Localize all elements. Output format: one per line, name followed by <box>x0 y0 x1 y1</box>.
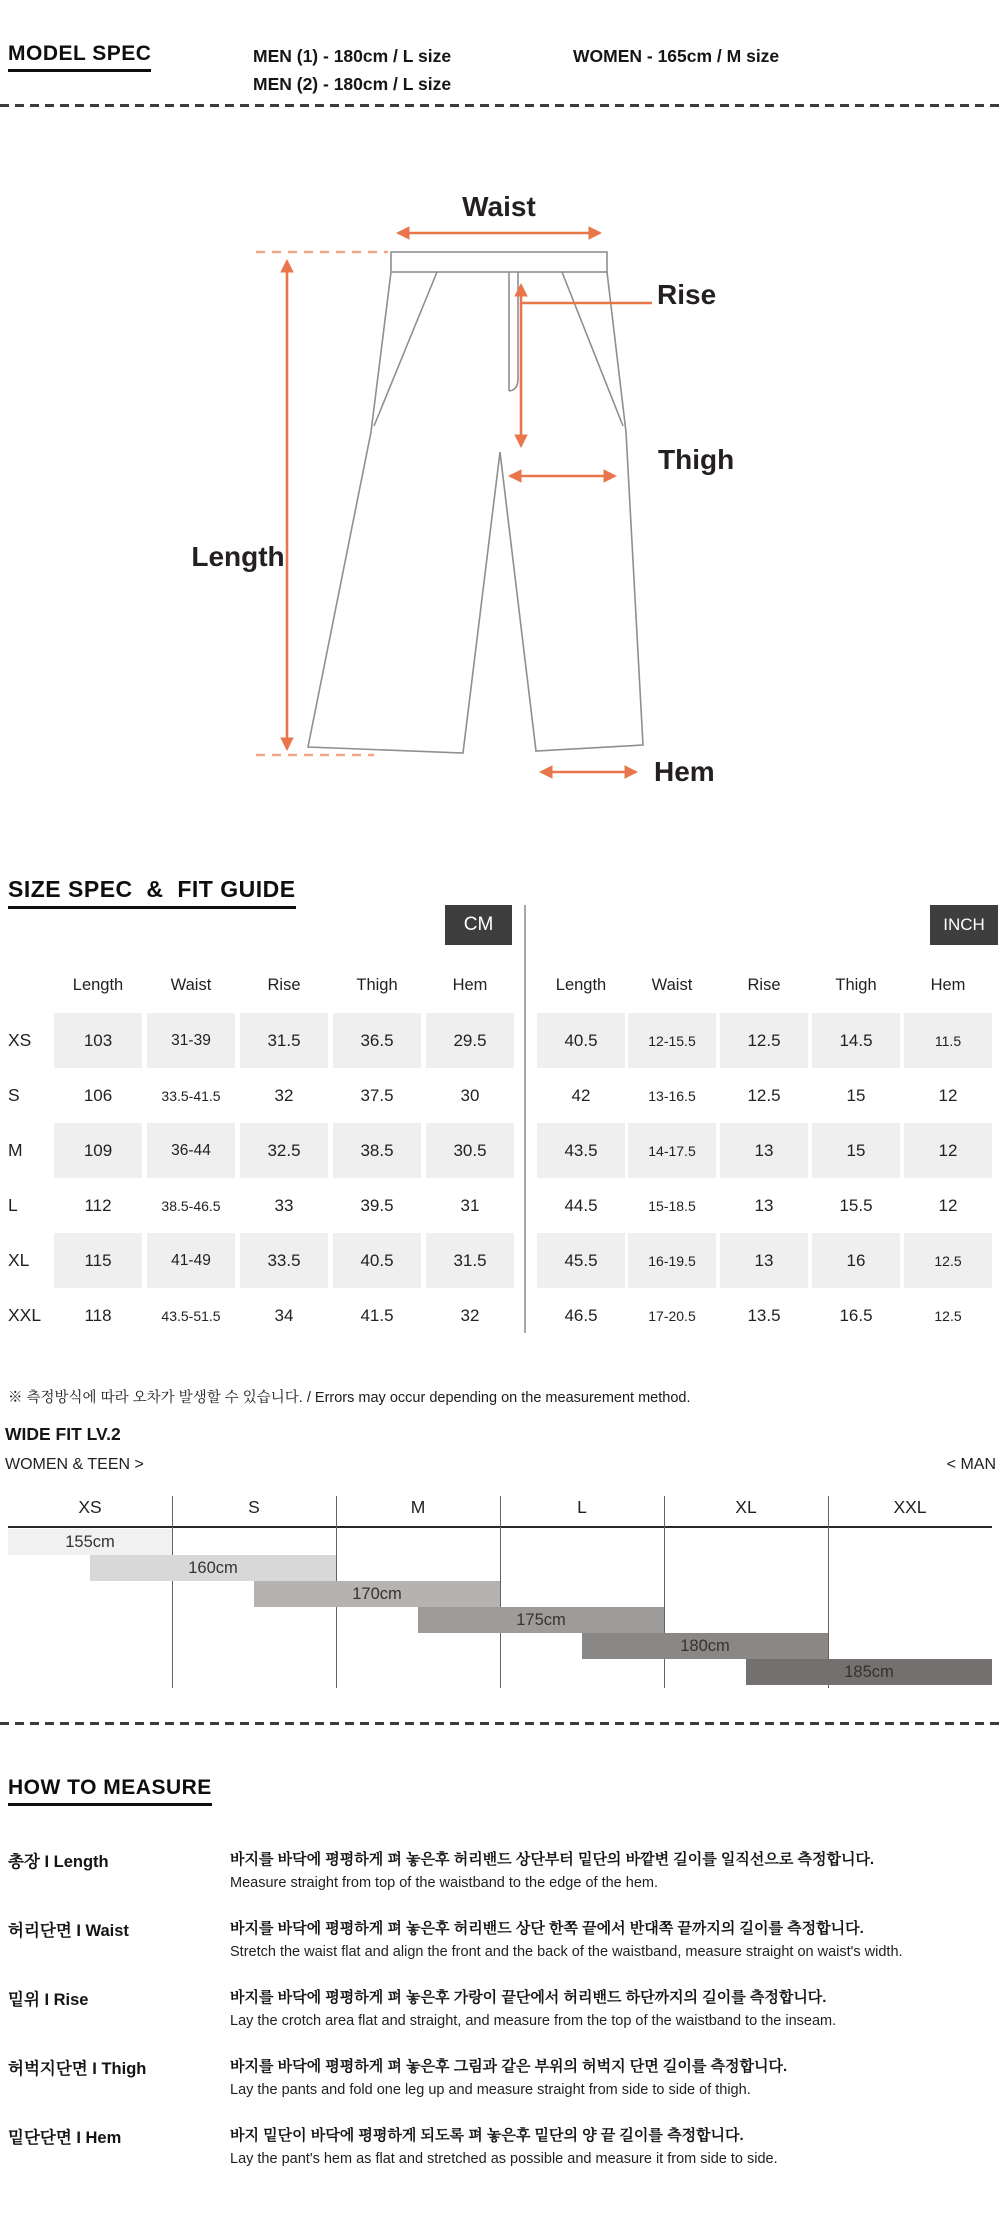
column-header-rise: Rise <box>747 975 781 994</box>
length-label: Length <box>191 541 285 572</box>
fit-size-m: M <box>410 1496 426 1517</box>
measure-label: 허리단면 I Waist <box>8 1922 129 1940</box>
size-cell: 12.5 <box>934 1307 962 1324</box>
size-row-label: XS <box>8 1030 32 1050</box>
size-cell: 38.5-46.5 <box>161 1197 221 1214</box>
size-cell: 36-44 <box>147 1123 235 1178</box>
dashed-separator-bottom <box>0 1722 1000 1725</box>
size-cell: 13 <box>754 1195 774 1215</box>
fit-size-xs: XS <box>78 1496 102 1517</box>
column-header-length: Length <box>72 975 124 994</box>
size-cell: 12-15.5 <box>628 1013 716 1068</box>
dashed-separator-top <box>0 104 1000 107</box>
measure-label: 허벅지단면 I Thigh <box>8 2060 147 2078</box>
size-row-label: XL <box>8 1250 30 1270</box>
size-cell: 31.5 <box>426 1233 514 1288</box>
measure-desc-en: Lay the crotch area flat and straight, and measure from the top of the waistband to the inseam. <box>230 2013 837 2029</box>
size-cell: 12 <box>938 1195 958 1215</box>
size-cell: 12 <box>904 1123 992 1178</box>
measure-label: 밑위 I Rise <box>8 1991 89 2009</box>
size-cell: 15.5 <box>839 1195 873 1215</box>
measure-desc-en: Lay the pant's hem as flat and stretched as possible and measure it from side to side. <box>230 2151 778 2167</box>
size-row-label: S <box>8 1085 20 1105</box>
column-header-thigh: Thigh <box>356 975 398 994</box>
size-cell: 44.5 <box>564 1195 598 1215</box>
size-cell: 36.5 <box>333 1013 421 1068</box>
pants-measure-diagram <box>0 130 1000 800</box>
size-cell: 16 <box>812 1233 900 1288</box>
size-cell: 31-39 <box>147 1013 235 1068</box>
thigh-label: Thigh <box>658 444 735 475</box>
size-cell: 32.5 <box>240 1123 328 1178</box>
size-table-cm <box>0 965 524 1360</box>
fit-guide-title: WIDE FIT LV.2 <box>5 1424 121 1444</box>
size-cell: 32 <box>460 1305 480 1325</box>
fit-size-l: L <box>577 1496 587 1517</box>
fit-bar-185cm: 185cm <box>746 1659 992 1685</box>
measure-desc-kr: 바지를 바닥에 평평하게 펴 놓은후 가랑이 끝단에서 허리밴드 하단까지의 길이를 측정합니다. <box>230 1989 827 2006</box>
column-header-waist: Waist <box>170 975 212 994</box>
size-cell: 103 <box>54 1013 142 1068</box>
measure-desc-en: Measure straight from top of the waistband to the edge of the hem. <box>230 1875 658 1891</box>
fly-line <box>509 272 518 391</box>
fit-bar-155cm: 155cm <box>8 1529 172 1555</box>
size-cell: 12.5 <box>747 1085 781 1105</box>
column-header-hem: Hem <box>930 975 966 994</box>
size-cell: 15-18.5 <box>648 1197 696 1214</box>
measure-label: 밑단단면 I Hem <box>8 2129 122 2147</box>
size-cell: 42 <box>571 1085 591 1105</box>
column-header-rise: Rise <box>267 975 301 994</box>
size-cell: 43.5-51.5 <box>161 1307 221 1324</box>
measure-desc-en: Lay the pants and fold one leg up and measure straight from side to side of thigh. <box>230 2082 751 2098</box>
size-cell: 41-49 <box>147 1233 235 1288</box>
size-cell: 39.5 <box>360 1195 394 1215</box>
fit-guide-right-label: < MAN <box>946 1456 996 1473</box>
size-cell: 13.5 <box>747 1305 781 1325</box>
size-cell: 14.5 <box>812 1013 900 1068</box>
size-cell: 11.5 <box>904 1013 992 1068</box>
size-row-label: L <box>8 1195 18 1215</box>
measure-label: 총장 I Length <box>8 1853 109 1871</box>
pants-outline <box>308 252 643 753</box>
size-cell: 13-16.5 <box>648 1087 696 1104</box>
size-cell: 16.5 <box>839 1305 873 1325</box>
measure-desc-en: Stretch the waist flat and align the front and the back of the waistband, measure straight on waist's width. <box>230 1944 903 1960</box>
pocket-line-left <box>374 272 437 426</box>
size-cell: 30 <box>460 1085 480 1105</box>
fit-guide-left-label: WOMEN & TEEN > <box>5 1456 144 1473</box>
column-header-waist: Waist <box>651 975 693 994</box>
measurement-footnote: ※ 측정방식에 따라 오차가 발생할 수 있습니다. / Errors may occur depending on the measurement method. <box>8 1390 691 1406</box>
how-to-measure-list <box>0 1848 1000 2188</box>
fit-chart-divider <box>500 1496 501 1688</box>
size-cell: 33.5 <box>240 1233 328 1288</box>
size-cell: 15 <box>846 1085 866 1105</box>
column-header-length: Length <box>555 975 607 994</box>
size-cell: 12.5 <box>904 1233 992 1288</box>
measure-arrows <box>287 233 652 772</box>
fit-size-s: S <box>248 1496 260 1517</box>
fit-size-xl: XL <box>735 1496 757 1517</box>
fit-bar-160cm: 160cm <box>90 1555 336 1581</box>
fit-bar-180cm: 180cm <box>582 1633 828 1659</box>
fit-bar-170cm: 170cm <box>254 1581 500 1607</box>
size-cell: 33 <box>274 1195 294 1215</box>
size-spec-title: SIZE SPEC & FIT GUIDE <box>8 876 296 909</box>
measure-desc-kr: 바지를 바닥에 평평하게 펴 놓은후 허리밴드 상단부터 밑단의 바깥변 길이를 일직선으로 측정합니다. <box>230 1851 875 1868</box>
column-header-thigh: Thigh <box>835 975 877 994</box>
fit-guide-chart <box>8 1493 992 1693</box>
hem-label: Hem <box>654 756 715 787</box>
size-cell: 109 <box>54 1123 142 1178</box>
size-cell: 40.5 <box>537 1013 625 1068</box>
size-cell: 106 <box>83 1085 113 1105</box>
unit-badge-inch: INCH <box>930 905 998 945</box>
size-cell: 32 <box>274 1085 294 1105</box>
size-cell: 37.5 <box>360 1085 394 1105</box>
measure-desc-kr: 바지 밑단이 바닥에 평평하게 되도록 펴 놓은후 밑단의 양 끝 길이를 측정합니다. <box>230 2127 744 2144</box>
fit-bar-175cm: 175cm <box>418 1607 664 1633</box>
size-row-label: M <box>8 1140 23 1160</box>
model-spec-men2: MEN (2) - 180cm / L size <box>253 74 452 94</box>
column-header-hem: Hem <box>452 975 488 994</box>
size-cell: 45.5 <box>537 1233 625 1288</box>
size-cell: 13 <box>720 1233 808 1288</box>
table-divider <box>524 905 526 1333</box>
size-cell: 118 <box>84 1305 112 1325</box>
size-cell: 29.5 <box>426 1013 514 1068</box>
size-cell: 14-17.5 <box>628 1123 716 1178</box>
measure-desc-kr: 바지를 바닥에 평평하게 펴 놓은후 허리밴드 상단 한쪽 끝에서 반대쪽 끝까지의 길이를 측정합니다. <box>230 1920 864 1937</box>
fit-chart-divider <box>664 1496 665 1688</box>
model-spec-title: MODEL SPEC <box>8 42 151 72</box>
waist-label: Waist <box>462 191 536 222</box>
size-cell: 43.5 <box>537 1123 625 1178</box>
pocket-line-right <box>562 272 623 426</box>
how-to-measure-title: HOW TO MEASURE <box>8 1776 212 1806</box>
size-cell: 12.5 <box>720 1013 808 1068</box>
size-cell: 12 <box>938 1085 958 1105</box>
size-cell: 40.5 <box>333 1233 421 1288</box>
size-cell: 17-20.5 <box>648 1307 696 1324</box>
size-cell: 34 <box>274 1305 294 1325</box>
size-cell: 41.5 <box>360 1305 394 1325</box>
fit-size-xxl: XXL <box>893 1496 927 1517</box>
rise-label: Rise <box>657 279 717 310</box>
size-cell: 112 <box>84 1195 112 1215</box>
model-spec-women: WOMEN - 165cm / M size <box>573 46 780 66</box>
size-cell: 46.5 <box>564 1305 598 1325</box>
model-spec-men1: MEN (1) - 180cm / L size <box>253 46 452 66</box>
unit-badge-cm: CM <box>445 905 512 945</box>
size-row-label: XXL <box>8 1305 42 1325</box>
size-cell: 30.5 <box>426 1123 514 1178</box>
size-cell: 115 <box>54 1233 142 1288</box>
size-cell: 15 <box>812 1123 900 1178</box>
size-cell: 13 <box>720 1123 808 1178</box>
measure-desc-kr: 바지를 바닥에 평평하게 펴 놓은후 그림과 같은 부위의 허벅지 단면 길이를 측정합니다. <box>230 2058 788 2075</box>
size-table-inch <box>537 965 997 1360</box>
size-cell: 38.5 <box>333 1123 421 1178</box>
size-cell: 31.5 <box>240 1013 328 1068</box>
size-cell: 33.5-41.5 <box>161 1087 221 1104</box>
fit-chart-divider <box>172 1496 173 1688</box>
size-cell: 31 <box>460 1195 480 1215</box>
size-cell: 16-19.5 <box>628 1233 716 1288</box>
